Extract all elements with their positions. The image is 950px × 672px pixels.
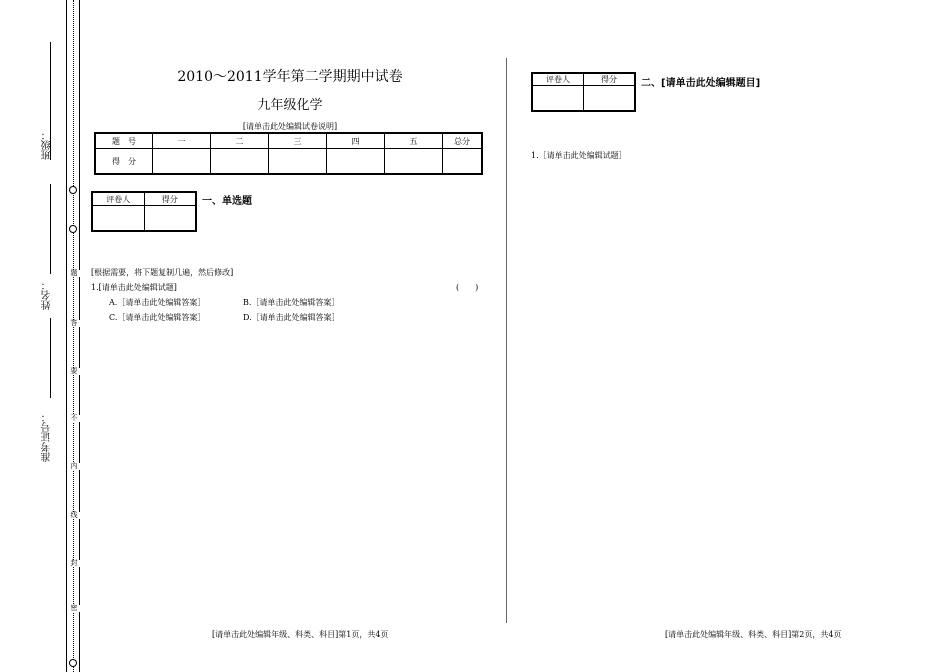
grader-label: 评卷人 (92, 192, 144, 206)
score-table-column: 三 (269, 133, 327, 149)
grader-cell[interactable] (92, 206, 144, 232)
seal-char: 答 (67, 320, 81, 327)
score-table-column: 五 (385, 133, 443, 149)
score-table-column: 四 (327, 133, 385, 149)
option-d[interactable]: D.［请单击此处编辑答案］ (243, 313, 340, 322)
score-table-header-label: 题 号 (95, 133, 153, 149)
seal-char: 封 (67, 560, 81, 567)
class-label: 班级： (42, 130, 53, 160)
question-1[interactable]: 1.［请单击此处编辑试题］ (531, 151, 627, 160)
score-cell[interactable] (327, 149, 385, 175)
seal-char: 题 (67, 270, 81, 277)
grader-score-cell[interactable] (144, 206, 196, 232)
seal-dotted-line (73, 0, 74, 672)
seal-char: 线 (67, 512, 81, 519)
grader-score-label: 得分 (584, 73, 636, 86)
score-table-column: 总分 (443, 133, 483, 149)
binding-hole-bottom (69, 659, 77, 667)
score-cell[interactable] (269, 149, 327, 175)
score-table (94, 132, 483, 175)
name-underline-top (50, 184, 51, 274)
score-cell[interactable] (443, 149, 483, 175)
exam-subtitle: 九年级化学 (257, 98, 323, 113)
score-cell[interactable] (211, 149, 269, 175)
answer-bracket: ( ) (456, 283, 479, 292)
binding-hole-top (69, 186, 77, 194)
footer-right[interactable]: [请单击此处编辑年级、科类、科目]第2页，共4页 (665, 630, 842, 639)
name-underline (50, 318, 51, 398)
option-b[interactable]: B.［请单击此处编辑答案］ (243, 298, 340, 307)
score-table-column: 二 (211, 133, 269, 149)
grader-box (531, 72, 636, 112)
binding-strip (66, 0, 80, 672)
name-label: 姓名： (42, 280, 53, 310)
grader-cell[interactable] (532, 86, 584, 112)
question-1[interactable]: 1.[请单击此处编辑试题] (91, 283, 177, 292)
footer-left[interactable]: [请单击此处编辑年级、科类、科目]第1页，共4页 (212, 630, 389, 639)
score-cell[interactable] (153, 149, 211, 175)
score-table-score-label: 得 分 (95, 149, 153, 175)
exam-title: 2010～2011学年第二学期期中试卷 (177, 69, 403, 85)
score-table-column: 一 (153, 133, 211, 149)
option-c[interactable]: C.［请单击此处编辑答案］ (109, 313, 206, 322)
exam-number-label: 准考证号： (42, 412, 53, 462)
seal-char: 要 (67, 368, 81, 375)
binding-hole-middle (69, 225, 77, 233)
seal-char: 不 (67, 415, 81, 422)
seal-char: 密 (67, 605, 81, 612)
section-heading[interactable]: 二、[请单击此处编辑题目] (641, 78, 761, 89)
grader-score-cell[interactable] (584, 86, 636, 112)
exam-instructions[interactable]: [请单击此处编辑试卷说明] (242, 122, 338, 131)
option-a[interactable]: A.［请单击此处编辑答案］ (109, 298, 206, 307)
section-note[interactable]: [根据需要，将下题复制几遍，然后修改] (91, 268, 234, 277)
page-divider (506, 58, 507, 623)
score-cell[interactable] (385, 149, 443, 175)
grader-score-label: 得分 (144, 192, 196, 206)
section-heading: 一、单选题 (202, 196, 252, 207)
grader-label: 评卷人 (532, 73, 584, 86)
seal-char: 内 (67, 463, 81, 470)
grader-box (91, 191, 197, 232)
